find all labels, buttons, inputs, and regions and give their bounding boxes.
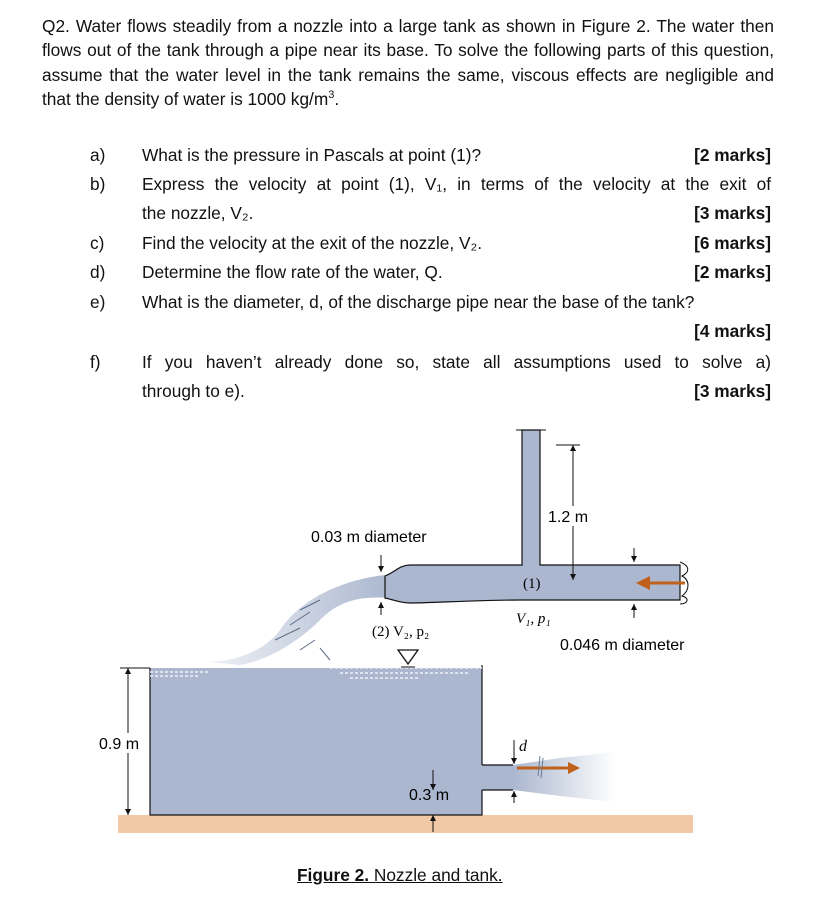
outlet-height-label: 0.3 m <box>409 787 450 804</box>
outlet-jet <box>513 752 615 802</box>
d-arrow-bottom-head <box>511 791 517 797</box>
ground-strip <box>118 815 693 833</box>
figure-caption: Figure 2. Nozzle and tank. <box>297 865 503 885</box>
part-e-label: e) <box>90 292 106 312</box>
part-b-text-line2: the nozzle, V₂. <box>142 203 254 223</box>
water-jet <box>210 575 392 665</box>
part-b-label: b) <box>90 174 106 194</box>
dim-0-9m-arrow-top <box>125 668 131 674</box>
part-e-marks: [4 marks] <box>694 321 771 341</box>
dim-0-9m-arrow-bottom <box>125 809 131 815</box>
pipe-dia-arrow-bottom-head <box>631 604 637 610</box>
part-f-text-line1: If you haven’t already done so, state all assumptions used to solve a) <box>142 352 771 372</box>
pipe-diameter-label: 0.046 m diameter <box>560 637 685 654</box>
part-b-marks: [3 marks] <box>694 203 771 223</box>
part-c-marks: [6 marks] <box>694 233 771 253</box>
dim-1-2m-arrow-top <box>570 445 576 451</box>
point1-label: (1) <box>523 576 541 592</box>
part-c-label: c) <box>90 233 105 253</box>
nozzle-dia-arrow-bottom-head <box>378 602 384 608</box>
free-surface-symbol <box>398 650 418 664</box>
pipe-dia-arrow-top-head <box>631 556 637 562</box>
outlet-diameter-label: d <box>519 738 527 755</box>
question-intro: Q2. Water flows steadily from a nozzle into a large tank as shown in Figure 2. The water then flows out of the tank through a pipe near its base. To solve the following parts of this question, assume that the water level in the tank remains the same, viscous effects are negligible and that the density of water is 1000 $kg/m^3$. <box>42 16 774 109</box>
part-f-text-line2: through to e). <box>142 381 245 401</box>
manometer-height-label: 1.2 m <box>548 509 589 526</box>
tank-water <box>150 668 513 815</box>
part-d-marks: [2 marks] <box>694 262 771 282</box>
tank-depth-label: 0.9 m <box>99 736 140 753</box>
v1-p1-label: V₁, p₁ <box>516 611 551 627</box>
d-arrow-top-head <box>511 758 517 764</box>
point2-label: (2) V₂, p₂ <box>372 624 430 640</box>
nozzle-diameter-label: 0.03 m diameter <box>311 529 427 546</box>
part-c-text: Find the velocity at the exit of the nozzle, V₂. <box>142 233 483 253</box>
part-a-marks: [2 marks] <box>694 145 771 165</box>
nozzle-dia-arrow-top-head <box>378 566 384 572</box>
part-d-text: Determine the flow rate of the water, Q. <box>142 262 443 282</box>
part-e-text: What is the diameter, d, of the discharge pipe near the base of the tank? <box>142 292 695 312</box>
part-a-label: a) <box>90 145 106 165</box>
part-d-label: d) <box>90 262 106 282</box>
part-b-text-line1: Express the velocity at point (1), V₁, in terms of the velocity at the exit of <box>142 174 771 194</box>
part-f-marks: [3 marks] <box>694 381 771 401</box>
part-a-text: What is the pressure in Pascals at point (1)? <box>142 145 482 165</box>
part-f-label: f) <box>90 352 101 372</box>
